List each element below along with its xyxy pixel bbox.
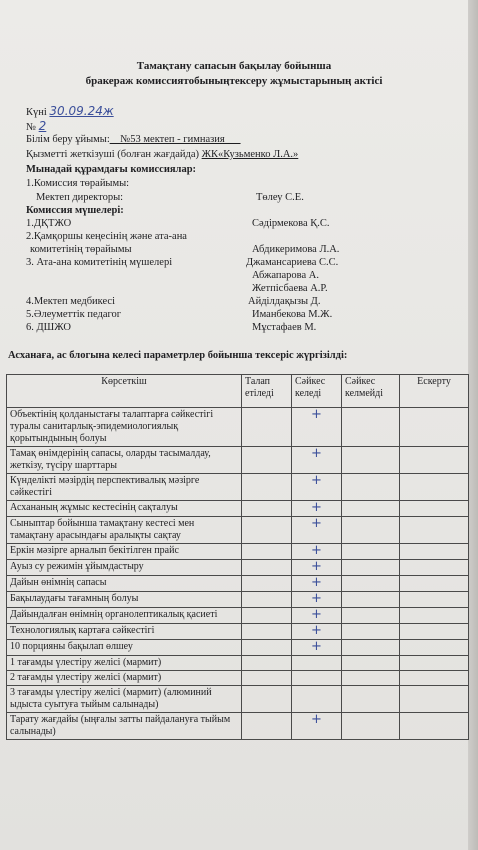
member-3-name3: Жетпісбаева А.Р. [252, 283, 328, 294]
row-indicator: 10 порцияны бақылап өлшеу [7, 640, 242, 656]
supplier-label: Қызметті жеткізуші (болған жағдайда) [26, 149, 200, 160]
doc-title-line2: бракераж комиссиятобыныңтексеру жұмыстарының актісі [85, 75, 383, 87]
table-row [7, 517, 469, 544]
row-indicator: Ауыз су режимін ұйымдастыру [7, 560, 242, 576]
row-indicator: Объектінің қолданыстағы талаптарға сәйкестігі туралы санитарлық-эпидемиологиялық қорытындының болуы [7, 408, 242, 447]
org-value: __№53 мектеп - гимназия___ [109, 134, 241, 145]
plus-mark: + [311, 559, 322, 574]
member-3-name2: Абжапарова А. [252, 270, 319, 281]
member-4-name: Айділдақызы Д. [248, 296, 321, 307]
member-2-role-line1: 2.Қамқоршы кеңесінің және ата-ана [26, 231, 187, 242]
header-noncompliant: Сәйкес келмейді [342, 375, 400, 408]
number-value: 2 [38, 119, 47, 133]
inspection-table [6, 374, 469, 740]
number-row [26, 119, 46, 133]
member-5-role: 5.Әлеуметтік педагог [26, 309, 122, 320]
number-label: № [26, 122, 37, 133]
date-label: Күні [26, 107, 47, 118]
table-row [7, 447, 469, 474]
row-indicator: Дайындалған өнімнің органолептикалық қасиеті [7, 608, 242, 624]
row-indicator: Тамақ өнімдерінің сапасы, оларды тасымалдау, жеткізу, түсіру шарттары [7, 447, 242, 474]
row-indicator: Дайын өнімнің сапасы [7, 576, 242, 592]
date-value: 30.09.24ж [49, 104, 114, 118]
member-1-role: 1.ДҚТЖО [26, 218, 72, 229]
plus-mark: + [311, 500, 322, 515]
header-note: Ескерту [400, 375, 469, 408]
row-indicator: Технологиялық картаға сәйкестігі [7, 624, 242, 640]
plus-mark: + [311, 639, 322, 654]
supplier-row [26, 149, 298, 160]
row-indicator: 3 тағамды үлестіру желісі (мармит) (алюминий ыдыста суытуға тыйым салынады) [7, 686, 242, 713]
plus-mark: + [311, 516, 322, 531]
header-compliant: Сәйкес келеді [292, 375, 342, 408]
table-row [7, 408, 469, 447]
org-label: Білім беру ұйымы: [26, 134, 110, 145]
table-row [7, 544, 469, 560]
member-1-name: Сәдірмекова Қ.С. [252, 218, 330, 229]
date-row [26, 104, 114, 118]
row-indicator: Сыныптар бойынша тамақтану кестесі мен тамақтану арасындағы аралықты сақтау [7, 517, 242, 544]
plus-mark: + [311, 575, 322, 590]
org-row [26, 134, 241, 145]
member-3-name1: Джамансариева С.С. [246, 257, 339, 268]
table-row [7, 671, 469, 686]
plus-mark: + [311, 712, 322, 727]
table-row [7, 656, 469, 671]
table-row [7, 474, 469, 501]
plus-mark: + [311, 407, 322, 422]
plus-mark: + [311, 446, 322, 461]
chair-role: Мектеп директоры: [36, 192, 124, 203]
inspection-intro: Асханаға, ас блогына келесі параметрлер бойынша тексеріс жүргізілді: [8, 350, 348, 361]
row-indicator: Бақылаудағы тағамның болуы [7, 592, 242, 608]
table-row [7, 686, 469, 713]
row-indicator: 1 тағамды үлестіру желісі (мармит) [7, 656, 242, 671]
row-indicator: Асхананың жұмыс кестесінің сақталуы [7, 501, 242, 517]
row-indicator: 2 тағамды үлестіру желісі (мармит) [7, 671, 242, 686]
row-indicator: Еркін мәзірге арналып бекітілген прайс [7, 544, 242, 560]
plus-mark: + [311, 623, 322, 638]
table-row [7, 560, 469, 576]
plus-mark: + [311, 591, 322, 606]
plus-mark: + [311, 543, 322, 558]
member-2-name: Абдикеримова Л.А. [252, 244, 340, 255]
table-row [7, 576, 469, 592]
row-indicator: Тарату жағдайы (ыңғалы затты пайдалануға тыйым салынады) [7, 713, 242, 740]
plus-mark: + [311, 607, 322, 622]
table-row [7, 592, 469, 608]
table-row [7, 501, 469, 517]
member-6-name: Мұстафаев М. [252, 322, 317, 333]
table-row [7, 640, 469, 656]
chair-name: Төлеу С.Е. [256, 192, 304, 203]
table-header-row [7, 375, 469, 408]
supplier-value: ЖК«Кузьменко Л.А.» [201, 149, 299, 160]
member-2-role-line2: комитетінің төрайымы [30, 244, 132, 255]
plus-mark: + [311, 473, 322, 488]
chair-heading: 1.Комиссия төрайымы: [26, 178, 130, 189]
members-heading: Комиссия мүшелері: [26, 205, 124, 216]
header-required: Талап етіледі [242, 375, 292, 408]
header-indicator: Көрсеткіш [7, 375, 242, 408]
member-4-role: 4.Мектеп медбикесі [26, 296, 115, 307]
composition-heading: Мынадай құрамдағы комиссиялар: [26, 164, 197, 175]
page-edge-shadow [468, 0, 478, 850]
table-row [7, 624, 469, 640]
table-row [7, 713, 469, 740]
doc-title-line1: Тамақтану сапасын бақылау бойынша [136, 60, 332, 72]
member-3-role: 3. Ата-ана комитетінің мүшелері [26, 257, 173, 268]
member-5-name: Иманбекова М.Ж. [252, 309, 333, 320]
row-indicator: Күнделікті мәзірдің перспективалық мәзірге сәйкестігі [7, 474, 242, 501]
table-row [7, 608, 469, 624]
member-6-role: 6. ДШЖО [26, 322, 71, 333]
